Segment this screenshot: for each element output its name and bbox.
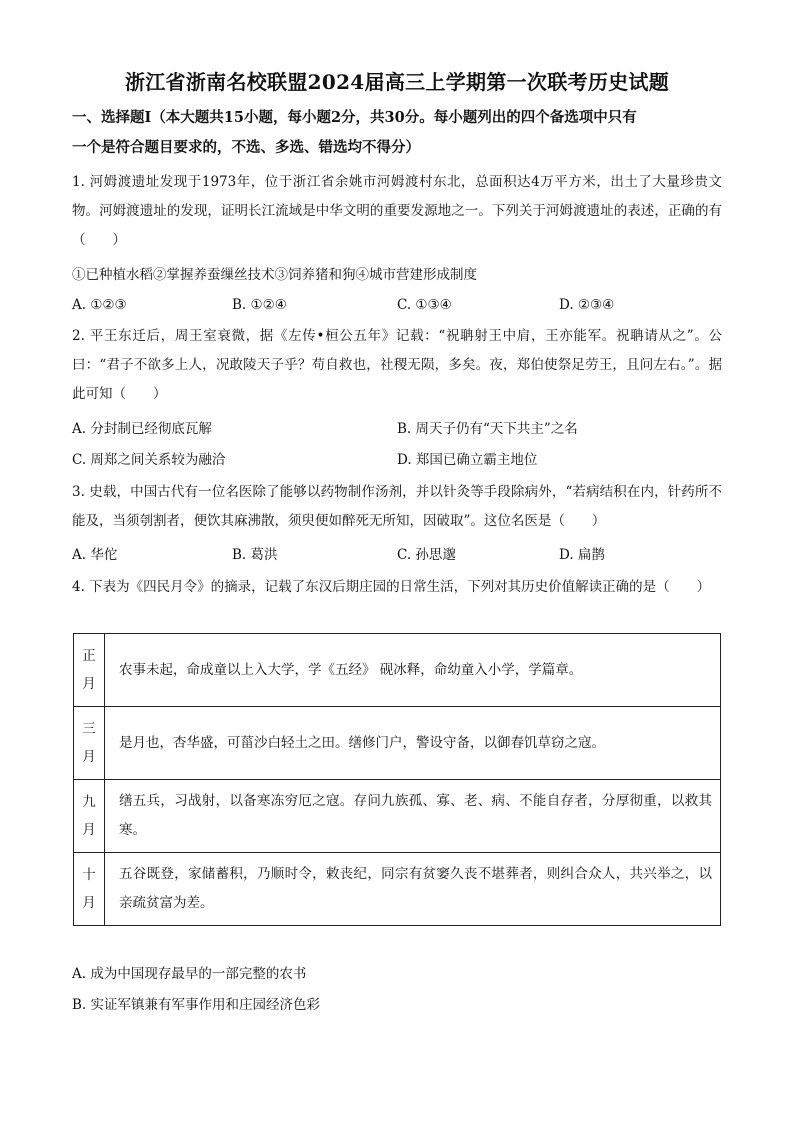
question-4-stem: 4. 下表为《四民月令》的摘录，记载了东汉后期庄园的日常生活，下列对其历史价值解读正确的是（ ） <box>72 579 711 595</box>
question-2-options-row2 <box>72 448 722 472</box>
record-text: 农事未起，命成童以上入大学，学《五经》 砚冰释，命幼童入小学，学篇章。 <box>105 634 721 707</box>
question-2-options-row1 <box>72 417 722 441</box>
question-4-option-b-row <box>72 993 722 1017</box>
q2-option-a[interactable]: A. 分封制已经彻底瓦解 <box>72 421 212 437</box>
section-heading-line1: 一、选择题Ⅰ（本大题共15小题，每小题2分，共30分。每小题列出的四个备选项中只有 <box>72 109 637 126</box>
q2-option-d[interactable]: D. 郑国已确立霸主地位 <box>397 452 538 468</box>
question-1-options <box>72 293 722 317</box>
q4-option-b[interactable]: B. 实证军镇兼有军事作用和庄园经济色彩 <box>72 997 321 1013</box>
record-text: 五谷既登，家储蓄积，乃顺时令，敕丧纪，同宗有贫窭久丧不堪葬者，则纠合众人，共兴举之，以亲疏贫富为差。 <box>105 853 721 926</box>
q3-option-d[interactable]: D. 扁鹊 <box>559 547 605 563</box>
q1-option-b[interactable]: B. ①②④ <box>232 297 287 313</box>
record-text: 是月也，杏华盛，可菑沙白轻土之田。缮修门户，警设守备，以御春饥草窃之寇。 <box>105 707 721 780</box>
exam-title: 浙江省浙南名校联盟2024届高三上学期第一次联考历史试题 <box>124 70 670 94</box>
question-3-options <box>72 543 722 567</box>
q3-option-b[interactable]: B. 葛洪 <box>232 547 278 563</box>
table-row <box>74 780 721 853</box>
section-heading <box>72 103 722 163</box>
q2-option-b[interactable]: B. 周天子仍有“天下共主”之名 <box>397 421 578 437</box>
q1-option-d[interactable]: D. ②③④ <box>559 297 615 313</box>
q1-option-a[interactable]: A. ①②③ <box>72 297 127 313</box>
question-3-stem: 3. 史载，中国古代有一位名医除了能够以药物制作汤剂，并以针灸等手段除病外，“若病结积在内，针药所不能及，当须刳割者，便饮其麻沸散，须臾便如醉死无所知，因破取”。这位名医是（ ） <box>72 484 722 529</box>
q3-option-a[interactable]: A. 华佗 <box>72 547 118 563</box>
month-cell: 十 月 <box>74 853 105 926</box>
question-1-stem: 1. 河姆渡遗址发现于1973年，位于浙江省余姚市河姆渡村东北，总面积达4万平方米，出土了大量珍贵文物。河姆渡遗址的发现，证明长江流域是中华文明的重要发源地之一。下列关于河姆渡遗址的表述，正确的有（ ） <box>72 174 722 248</box>
q2-option-c[interactable]: C. 周郑之间关系较为融洽 <box>72 452 226 468</box>
table-row <box>74 853 721 926</box>
q3-option-c[interactable]: C. 孙思邈 <box>397 547 456 563</box>
q1-option-c[interactable]: C. ①③④ <box>397 297 452 313</box>
question-1-items: ①已种植水稻②掌握养蚕缫丝技术③饲养猪和狗④城市营建形成制度 <box>72 267 477 283</box>
table-row <box>74 634 721 707</box>
month-cell: 正 月 <box>74 634 105 707</box>
siminyueling-table <box>73 633 721 926</box>
month-cell: 九 月 <box>74 780 105 853</box>
q4-option-a[interactable]: A. 成为中国现存最早的一部完整的农书 <box>72 966 307 982</box>
month-cell: 三 月 <box>74 707 105 780</box>
question-2-stem: 2. 平王东迁后，周王室衰微，据《左传•桓公五年》记载：“祝聃射王中肩，王亦能军。祝聃请从之”。公曰：“君子不欲多上人，况敢陵天子乎？苟自救也，社稷无陨，多矣。夜，郑伯使祭足劳王，且问左右。”。据此可知（ ） <box>72 328 722 402</box>
record-text: 缮五兵，习战射，以备寒冻穷厄之寇。存问九族孤、寡、老、病、不能自存者，分厚彻重，以救其寒。 <box>105 780 721 853</box>
question-4-option-a-row <box>72 962 722 986</box>
section-heading-line2: 一个是符合题目要求的，不选、多选、错选均不得分） <box>72 139 420 156</box>
table-row <box>74 707 721 780</box>
